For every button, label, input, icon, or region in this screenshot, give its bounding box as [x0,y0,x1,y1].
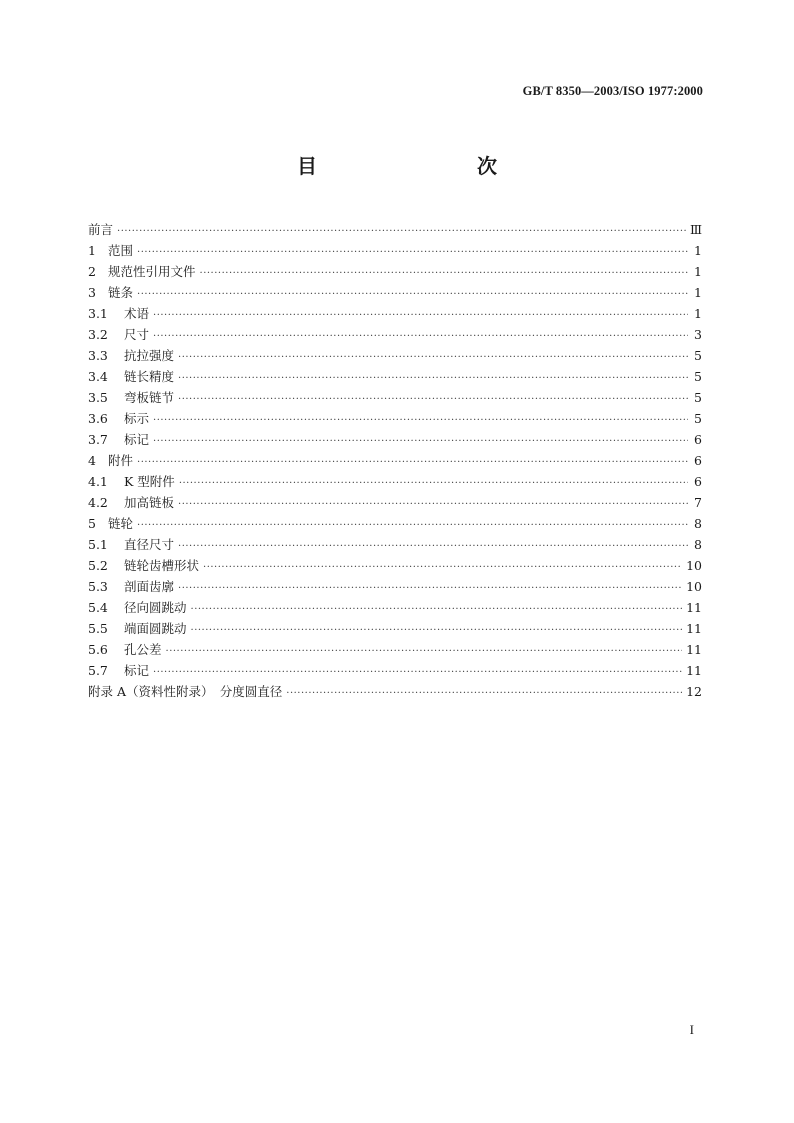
toc-dot-leader [178,347,688,368]
toc-dot-leader [179,473,688,494]
toc-entry-number: 5.4 [88,600,108,615]
toc-entry[interactable] [88,303,702,324]
toc-entry-page: 11 [686,642,702,657]
toc-entry[interactable] [88,450,702,471]
toc-entry[interactable] [88,366,702,387]
toc-dot-leader [200,263,688,284]
toc-entry-page: 1 [694,264,702,279]
toc-entry-label: 链轮 [108,516,134,531]
toc-entry-number: 3.3 [88,348,108,363]
toc-entry-label: 端面圆跳动 [124,621,187,636]
toc-entry-page: 3 [694,327,702,342]
toc-dot-leader [191,620,683,641]
toc-entry[interactable] [88,597,702,618]
page-title: 目 次 [297,154,537,178]
toc-dot-leader [178,536,688,557]
toc-entry-page: 7 [694,495,702,510]
toc-entry-page: 1 [694,306,702,321]
toc-entry[interactable] [88,576,702,597]
toc-entry-number: 5.1 [88,537,108,552]
toc-entry[interactable] [88,639,702,660]
toc-entry-page: 11 [686,600,702,615]
toc-entry-number: 5.7 [88,663,108,678]
toc-entry-label: 标示 [124,411,150,426]
toc-entry-page: 1 [694,243,702,258]
toc-dot-leader [137,452,688,473]
toc-entry-number: 3.4 [88,369,108,384]
toc-entry[interactable] [88,660,702,681]
toc-entry-number: 3.6 [88,411,108,426]
toc-entry[interactable] [88,534,702,555]
toc-entry-label: 术语 [124,306,150,321]
toc-dot-leader [137,284,688,305]
toc-entry[interactable] [88,681,702,702]
toc-dot-leader [153,431,688,452]
toc-entry-page: 1 [694,285,702,300]
toc-entry-page: 12 [686,684,702,699]
toc-entry[interactable] [88,555,702,576]
toc-dot-leader [203,557,682,578]
toc-entry-number: 5.6 [88,642,108,657]
toc-entry-page: 8 [694,537,702,552]
toc-entry-label: 径向圆跳动 [124,600,187,615]
table-of-contents [88,219,702,702]
toc-dot-leader [117,221,686,242]
toc-entry-label: 标记 [124,432,150,447]
toc-entry-label: 链轮齿槽形状 [124,558,200,573]
toc-entry-label: 直径尺寸 [124,537,175,552]
toc-entry[interactable] [88,492,702,513]
toc-dot-leader [178,494,688,515]
toc-entry-label: 加高链板 [124,495,175,510]
toc-entry[interactable] [88,240,702,261]
toc-entry[interactable] [88,387,702,408]
toc-entry-label: 链长精度 [124,369,175,384]
toc-entry-number: 3.1 [88,306,108,321]
toc-dot-leader [137,515,688,536]
toc-entry[interactable] [88,219,702,240]
toc-entry-page: 5 [694,348,702,363]
toc-entry-number: 2 [88,264,96,279]
toc-entry-label: 孔公差 [124,642,162,657]
toc-entry[interactable] [88,261,702,282]
toc-entry-number: 4 [88,453,96,468]
toc-entry[interactable] [88,471,702,492]
toc-entry-label: 附录 A（资料性附录） 分度圆直径 [88,684,283,699]
toc-dot-leader [153,662,682,683]
toc-entry[interactable] [88,282,702,303]
toc-entry-label: 剖面齿廓 [124,579,175,594]
standard-code: GB/T 8350—2003/ISO 1977:2000 [522,84,703,98]
toc-entry-page: 10 [686,558,702,573]
toc-entry-label: 弯板链节 [124,390,175,405]
toc-dot-leader [153,410,688,431]
toc-entry[interactable] [88,408,702,429]
toc-dot-leader [191,599,683,620]
toc-entry-number: 3.7 [88,432,108,447]
toc-dot-leader [286,683,682,704]
toc-entry-page: Ⅲ [689,222,702,237]
toc-entry[interactable] [88,618,702,639]
toc-entry[interactable] [88,429,702,450]
toc-dot-leader [153,326,688,347]
toc-dot-leader [178,578,682,599]
toc-entry-label: 标记 [124,663,150,678]
toc-entry-number: 5.3 [88,579,108,594]
toc-entry-number: 1 [88,243,96,258]
toc-entry-number: 4.2 [88,495,108,510]
toc-dot-leader [137,242,688,263]
toc-entry-page: 11 [686,663,702,678]
toc-dot-leader [153,305,688,326]
toc-entry-label: 附件 [108,453,134,468]
toc-entry-number: 3.5 [88,390,108,405]
toc-entry-label: 前言 [88,222,114,237]
toc-entry-number: 4.1 [88,474,108,489]
toc-entry-page: 8 [694,516,702,531]
toc-entry-number: 5 [88,516,96,531]
toc-dot-leader [178,389,688,410]
toc-entry-label: 链条 [108,285,134,300]
toc-entry-number: 3.2 [88,327,108,342]
toc-dot-leader [178,368,688,389]
toc-entry-label: 尺寸 [124,327,150,342]
toc-entry-number: 5.2 [88,558,108,573]
toc-entry-page: 5 [694,369,702,384]
toc-dot-leader [166,641,683,662]
toc-entry-label: 范围 [108,243,134,258]
toc-entry-page: 5 [694,411,702,426]
toc-entry[interactable] [88,324,702,345]
toc-entry-page: 6 [694,432,702,447]
toc-entry-label: K 型附件 [124,474,175,489]
toc-entry-label: 抗拉强度 [124,348,175,363]
toc-entry[interactable] [88,513,702,534]
toc-entry-page: 11 [686,621,702,636]
toc-entry-label: 规范性引用文件 [108,264,196,279]
toc-entry-page: 6 [694,453,702,468]
toc-entry-page: 5 [694,390,702,405]
toc-entry[interactable] [88,345,702,366]
toc-entry-number: 5.5 [88,621,108,636]
page-number: I [689,1022,694,1037]
toc-entry-page: 10 [686,579,702,594]
toc-entry-page: 6 [694,474,702,489]
toc-entry-number: 3 [88,285,96,300]
